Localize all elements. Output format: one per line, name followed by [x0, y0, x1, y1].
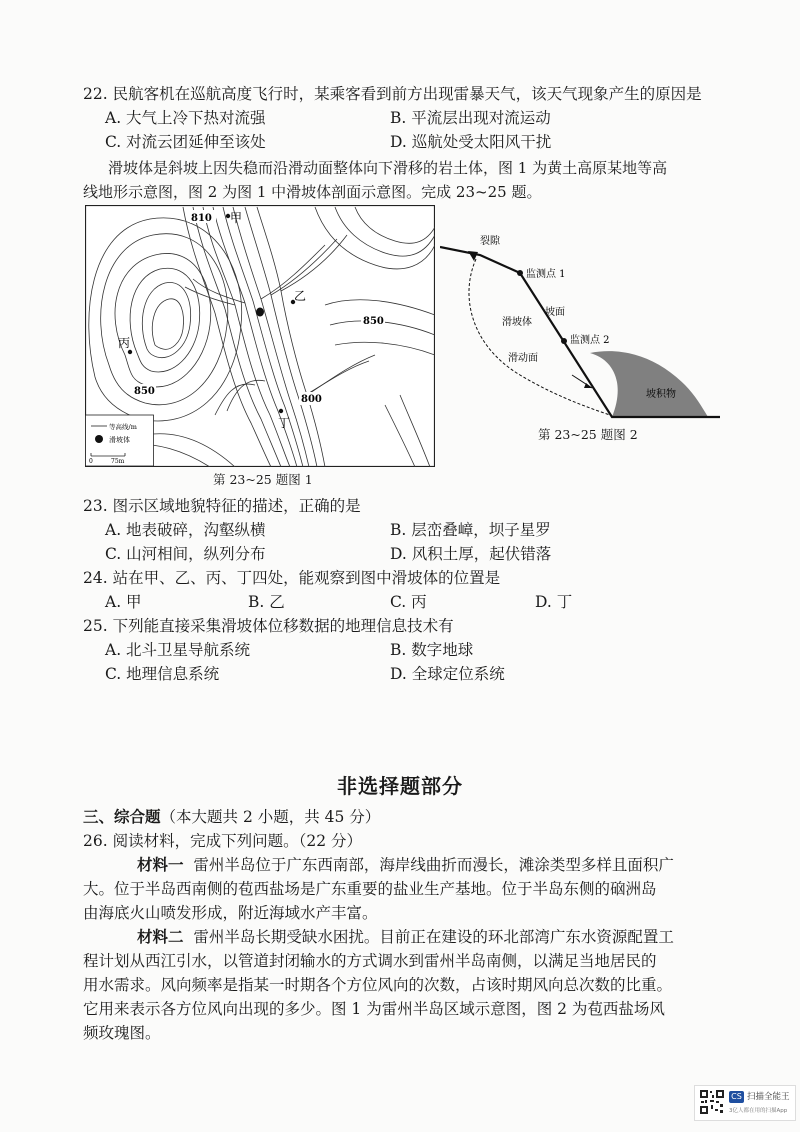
legend-scale-0: 0 [89, 458, 93, 465]
legend-landslide-label: 滑坡体 [109, 436, 130, 444]
scanner-app-name: 扫描全能王 [747, 1092, 790, 1102]
landslide-mark [256, 308, 264, 317]
figure-1-caption: 第 23~25 题图 1 [213, 472, 313, 487]
q23-option-d: D. 风积土厚，起伏错落 [390, 545, 552, 563]
scanner-watermark [694, 1085, 796, 1121]
q22-option-a: A. 大气上冷下热对流强 [105, 109, 266, 127]
point-ding: 丁 [278, 416, 291, 430]
material-2-line-2: 程计划从西江引水，以管道封闭输水的方式调水到雷州半岛南侧，以满足当地居民的 [83, 952, 657, 970]
intro-line-2: 线地形示意图，图 2 为图 1 中滑坡体剖面示意图。完成 23~25 题。 [83, 183, 542, 201]
material-2-line-5: 频玫瑰图。 [83, 1024, 161, 1042]
label-crack: 裂隙 [480, 236, 500, 247]
q22-option-b: B. 平流层出现对流运动 [390, 109, 551, 127]
q25-option-d: D. 全球定位系统 [390, 665, 505, 683]
label-slide-surface: 滑动面 [508, 353, 538, 364]
q24-stem: 24. 站在甲、乙、丙、丁四处，能观察到图中滑坡体的位置是 [83, 569, 501, 587]
contour-810: 810 [191, 213, 212, 224]
q22-stem: 22. 民航客机在巡航高度飞行时，某乘客看到前方出现雷暴天气，该天气现象产生的原因是 [83, 85, 702, 103]
material-1-label: 材料一 [137, 855, 184, 874]
contour-map-figure [85, 205, 435, 467]
point-yi: 乙 [294, 289, 307, 303]
material-1-line-3: 由海底火山喷发形成，附近海域水产丰富。 [83, 904, 378, 922]
label-monitoring-point-2: 监测点 2 [570, 335, 610, 346]
cs-logo-icon: CS [729, 1091, 744, 1103]
material-1-line-1: 雷州半岛位于广东西南部，海岸线曲折而漫长，滩涂类型多样且面积广 [193, 856, 674, 874]
label-slope-surface: 坡面 [545, 307, 565, 318]
q23-option-b: B. 层峦叠嶂，坝子星罗 [390, 521, 551, 539]
material-2-line-1: 雷州半岛长期受缺水困扰。目前正在建设的环北部湾广东水资源配置工 [193, 928, 674, 946]
part3-heading-rest: （本大题共 2 小题，共 45 分） [160, 808, 381, 826]
contour-850-east: 850 [363, 316, 384, 327]
q25-option-b: B. 数字地球 [390, 641, 474, 659]
legend-scale-75: 75m [111, 458, 125, 465]
figure-2-caption: 第 23~25 题图 2 [538, 427, 638, 442]
material-1-first-line [137, 854, 674, 876]
section-title: 非选择题部分 [337, 774, 463, 798]
q22-option-d: D. 巡航处受太阳风干扰 [390, 133, 552, 151]
legend-contour-label: 等高线/m [109, 423, 137, 431]
q25-stem: 25. 下列能直接采集滑坡体位移数据的地理信息技术有 [83, 617, 454, 635]
q22-option-c: C. 对流云团延伸至该处 [105, 133, 266, 151]
landslide-profile-figure [440, 235, 730, 425]
material-2-label: 材料二 [137, 927, 184, 946]
intro-line-1: 滑坡体是斜坡上因失稳而沿滑动面整体向下滑移的岩土体，图 1 为黄土高原某地等高 [108, 159, 668, 177]
qr-code-icon [699, 1089, 725, 1115]
material-2-line-3: 用水需求。风向频率是指某一时期各个方位风向的次数，占该时期风向总次数的比重。 [83, 976, 673, 994]
part3-heading [83, 806, 380, 828]
label-deposit: 坡积物 [646, 389, 676, 400]
point-bing: 丙 [118, 336, 131, 350]
q24-option-c: C. 丙 [390, 593, 427, 611]
q25-option-a: A. 北斗卫星导航系统 [105, 641, 251, 659]
q24-option-d: D. 丁 [535, 593, 573, 611]
q23-option-a: A. 地表破碎，沟壑纵横 [105, 521, 266, 539]
q24-option-a: A. 甲 [105, 593, 142, 611]
q24-option-b: B. 乙 [248, 593, 285, 611]
material-2-first-line [137, 926, 674, 948]
q23-stem: 23. 图示区域地貌特征的描述，正确的是 [83, 497, 361, 515]
material-1-line-2: 大。位于半岛西南侧的苞西盐场是广东重要的盐业生产基地。位于半岛东侧的硇洲岛 [83, 880, 657, 898]
part3-heading-bold: 三、综合题 [83, 807, 161, 826]
label-monitoring-point-1: 监测点 1 [526, 269, 566, 280]
material-2-line-4: 它用来表示各方位风向出现的多少。图 1 为雷州半岛区域示意图，图 2 为苞西盐场风 [83, 1000, 665, 1018]
contour-800: 800 [301, 394, 322, 405]
q23-option-c: C. 山河相间，纵列分布 [105, 545, 266, 563]
label-landslide-body: 滑坡体 [502, 317, 532, 328]
point-jia: 甲 [230, 211, 243, 225]
scanner-app-tagline: 3亿人都在用的扫描App [729, 1108, 788, 1114]
q25-option-c: C. 地理信息系统 [105, 665, 220, 683]
q26-stem: 26. 阅读材料，完成下列问题。（22 分） [83, 832, 362, 850]
map-legend [86, 415, 154, 466]
contour-850-west: 850 [134, 386, 155, 397]
